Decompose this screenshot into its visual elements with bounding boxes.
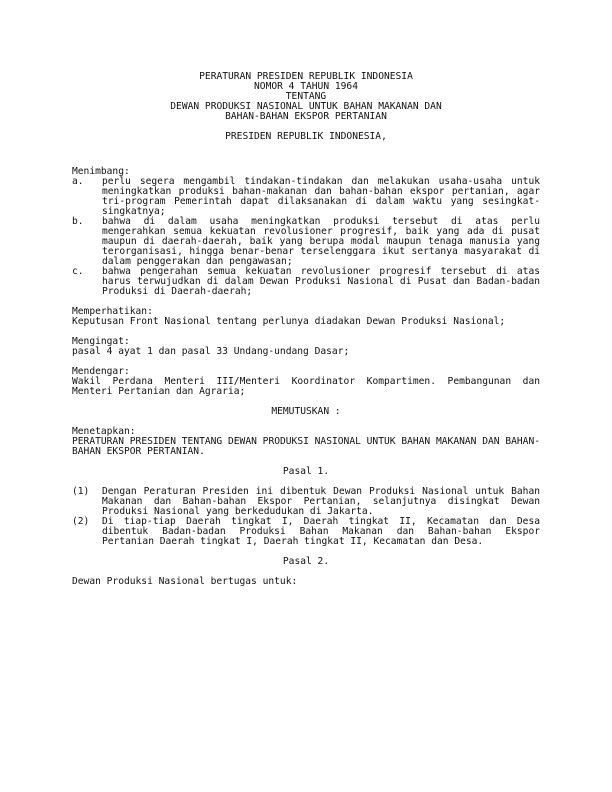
regulation-number: NOMOR 4 TAHUN 1964 xyxy=(254,81,358,92)
menetapkan-text: PERATURAN PRESIDEN TENTANG DEWAN PRODUKSI NASIONAL UNTUK BAHAN MAKANAN DAN BAHAN-BAHAN EKSPOR PERTANIAN. xyxy=(72,436,540,457)
item-label: (1) xyxy=(72,486,90,497)
president-heading: PRESIDEN REPUBLIK INDONESIA, xyxy=(225,131,387,142)
document-body xyxy=(72,167,540,587)
item-text: bahwa pengerahan semua kekuatan revolusioner progresif tersebut di atas harus terwujudkan di dalam Dewan Produksi Nasional di Pusat dan Badan-badan Produksi di Daerah-daerah; xyxy=(102,266,540,297)
item-label: (2) xyxy=(72,516,90,527)
memutuskan-heading: MEMUTUSKAN : xyxy=(271,406,341,417)
mendengar-title: Mendengar: xyxy=(72,366,130,377)
pasal-1-item xyxy=(72,517,540,547)
pasal-1-item xyxy=(72,487,540,517)
item-label: b. xyxy=(72,216,84,227)
regulation-subject-line1: DEWAN PRODUKSI NASIONAL UNTUK BAHAN MAKANAN DAN xyxy=(170,101,442,112)
item-text: Di tiap-tiap Daerah tingkat I, Daerah tingkat II, Kecamatan dan Desa dibentuk Badan-badan Produksi Bahan Makanan dan Bahan-bahan Ekspor Pertanian Daerah tingkat I, Daerah tingkat II, Kecamatan dan Desa. xyxy=(102,516,540,547)
pasal-1-heading: Pasal 1. xyxy=(282,466,330,477)
menimbang-item xyxy=(72,177,540,217)
memperhatikan-title: Memperhatikan: xyxy=(72,306,153,317)
memperhatikan-text: Keputusan Front Nasional tentang perlunya diadakan Dewan Produksi Nasional; xyxy=(72,316,506,327)
item-label: a. xyxy=(72,176,84,187)
item-label: c. xyxy=(72,266,84,277)
menimbang-item xyxy=(72,217,540,267)
mendengar-text: Wakil Perdana Menteri III/Menteri Koordinator Kompartimen. Pembangunan dan Menteri Pertanian dan Agraria; xyxy=(72,376,540,397)
menimbang-item xyxy=(72,267,540,297)
item-text: bahwa di dalam usaha meningkatkan produksi tersebut di atas perlu mengerahkan semua kekuatan revolusioner progresif, baik yang ada di pusat maupun di daerah-daerah, baik yang berupa modal maupun tenaga manusia yang terorganisasi, hingga benar-benar terselenggara ikut sertanya masyarakat di dalam penggerakan dan pengawasan; xyxy=(102,216,540,267)
spacer xyxy=(72,417,540,427)
spacer xyxy=(72,357,540,367)
regulation-about: TENTANG xyxy=(285,91,327,102)
menetapkan-title: Menetapkan: xyxy=(72,426,136,437)
item-text: Dengan Peraturan Presiden ini dibentuk Dewan Produksi Nasional untuk Bahan Makanan dan Bahan-bahan Ekspor Pertanian, selanjutnya disingkat Dewan Produksi Nasional yang berkedudukan di Jakarta. xyxy=(102,486,540,517)
menimbang-title: Menimbang: xyxy=(72,166,130,177)
pasal-2-heading: Pasal 2. xyxy=(282,556,330,567)
regulation-title: PERATURAN PRESIDEN REPUBLIK INDONESIA xyxy=(199,71,413,82)
spacer xyxy=(72,327,540,337)
item-text: perlu segera mengambil tindakan-tindakan dan melakukan usaha-usaha untuk meningkatkan produksi bahan-makanan dan bahan-bahan ekspor pertanian, agar tri-program Pemerintah dapat dilaksanakan di dalam waktu yang sesingkat-singkatnya; xyxy=(102,176,540,217)
regulation-subject-line2: BAHAN-BAHAN EKSPOR PERTANIAN xyxy=(225,111,387,122)
mengingat-title: Mengingat: xyxy=(72,336,130,347)
mengingat-text: pasal 4 ayat 1 dan pasal 33 Undang-undang Dasar; xyxy=(72,346,350,357)
pasal-2-text: Dewan Produksi Nasional bertugas untuk: xyxy=(72,576,298,587)
document-header xyxy=(0,72,612,142)
